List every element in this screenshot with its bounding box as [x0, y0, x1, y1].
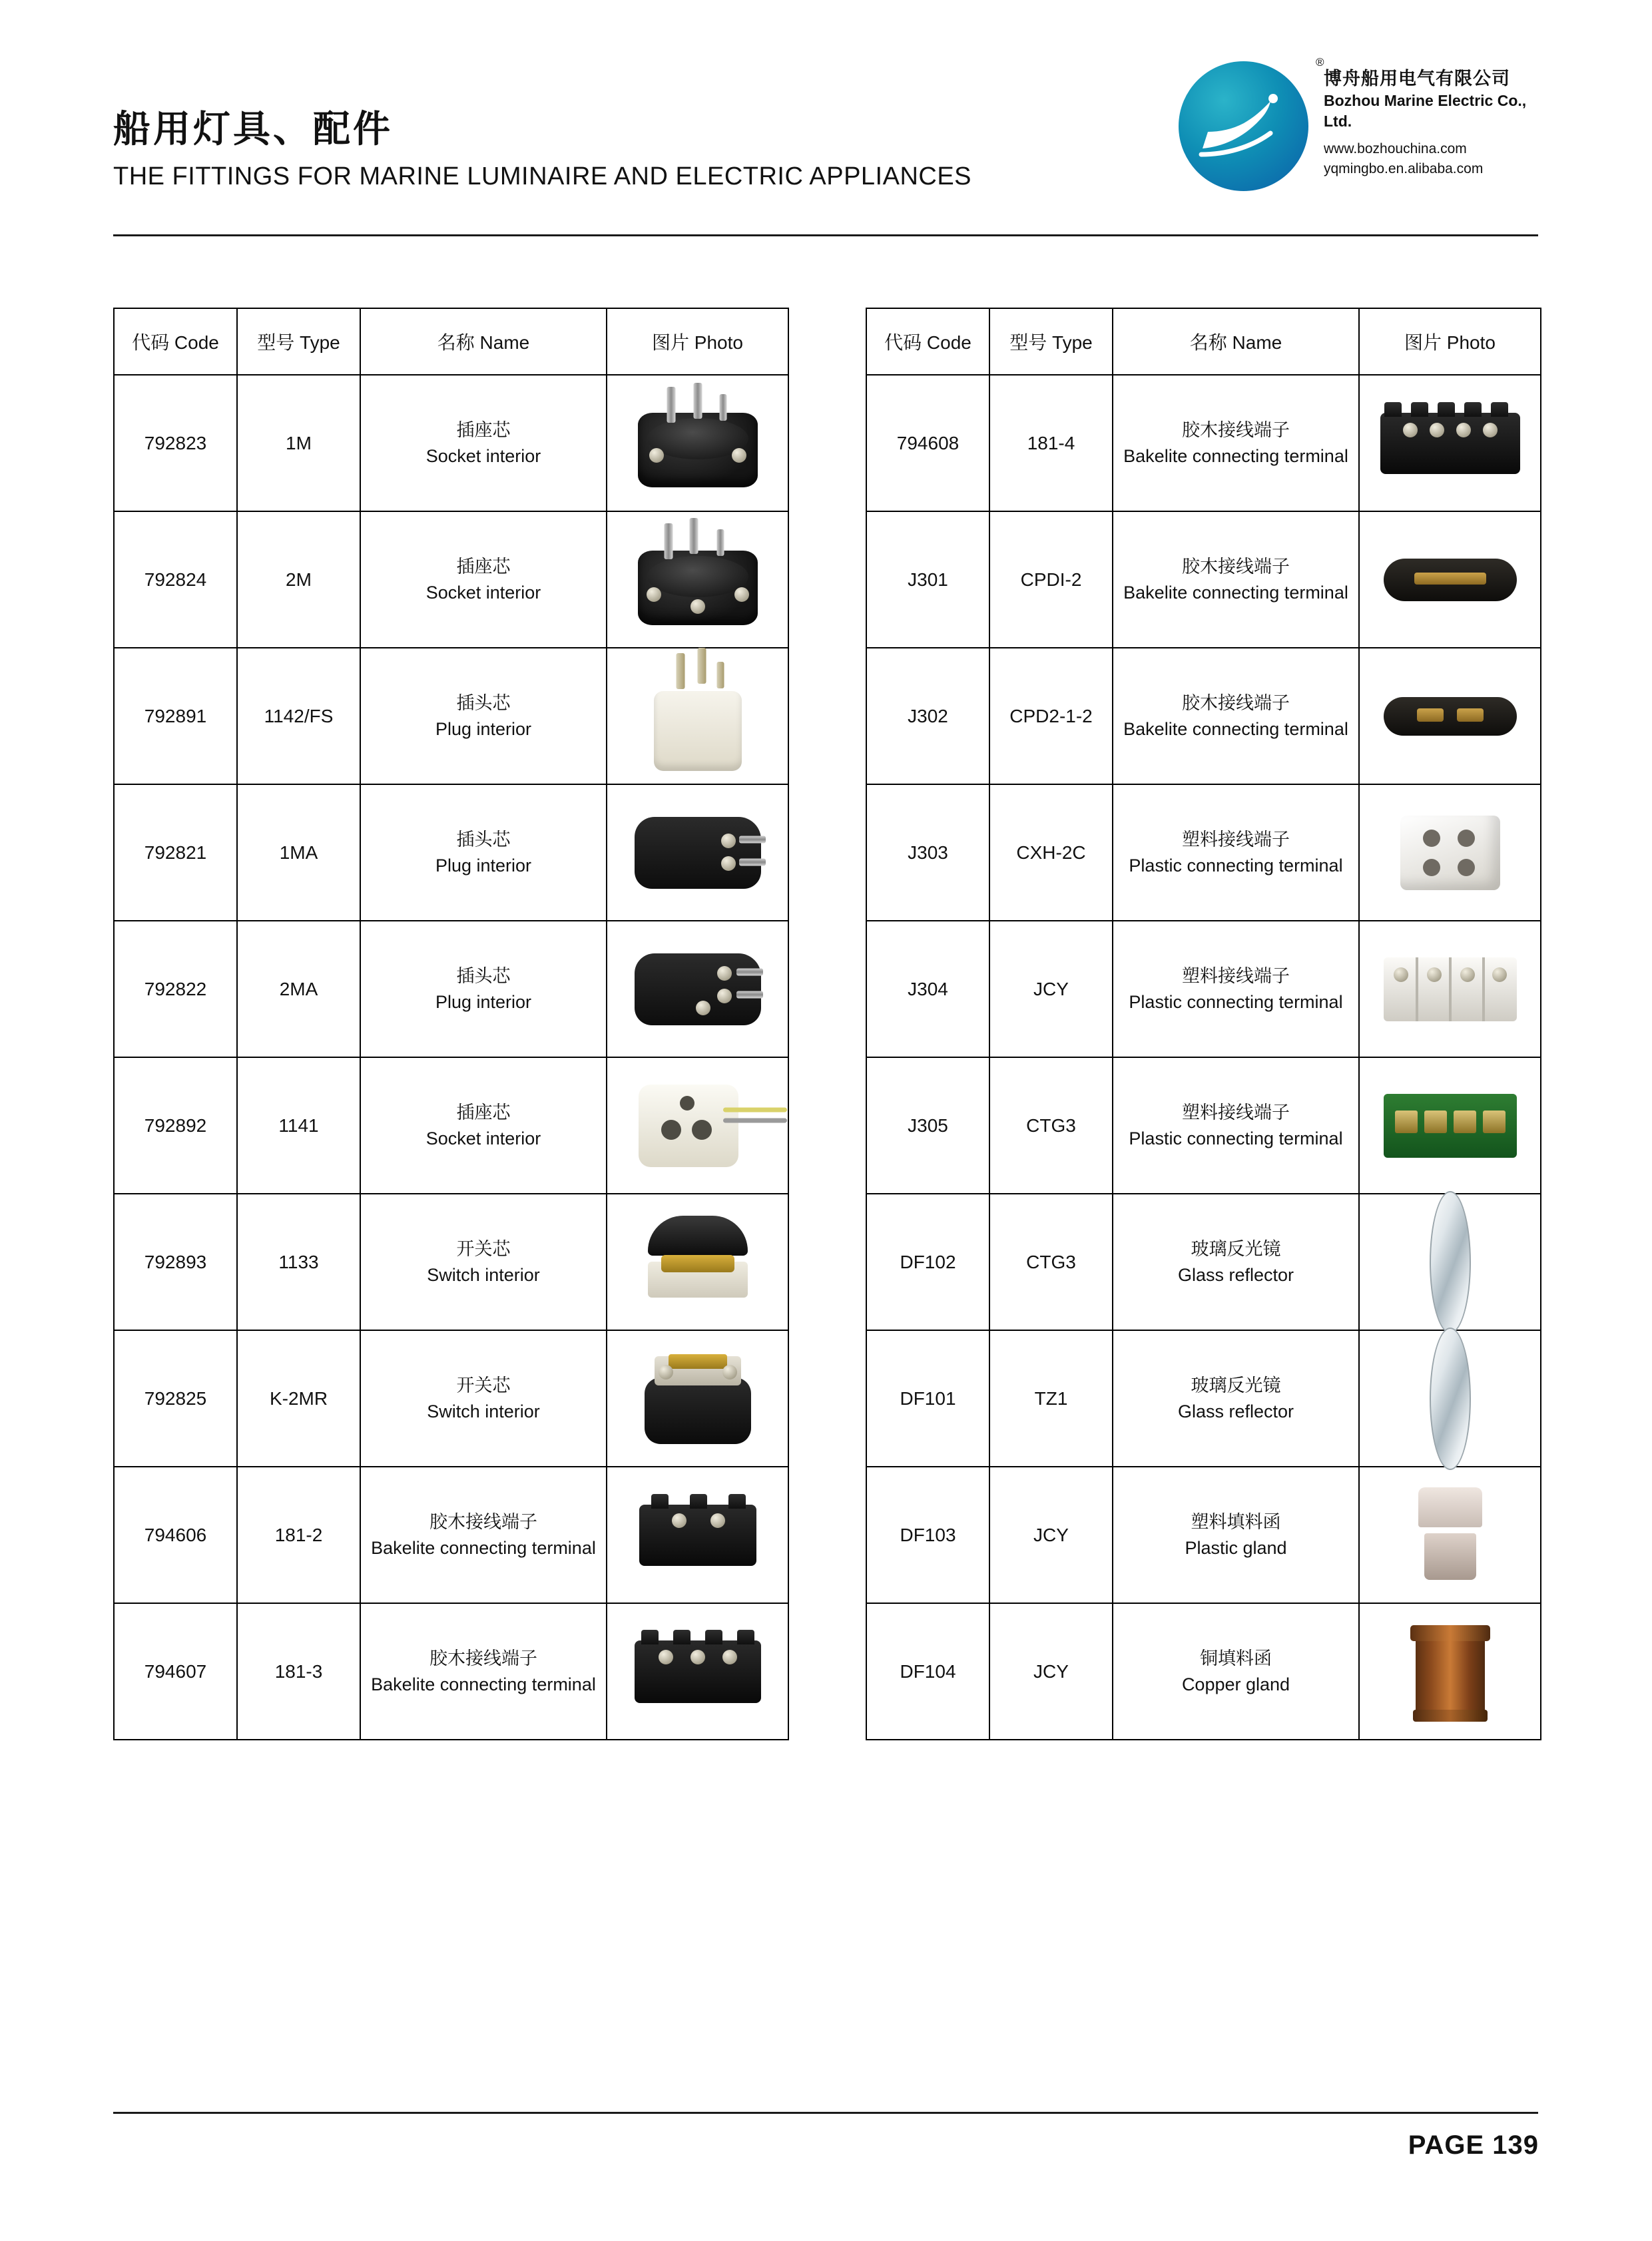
- cell-name: [360, 1194, 607, 1330]
- cell-name: [1113, 1194, 1359, 1330]
- cell-name-en: Bakelite connecting terminal: [1123, 445, 1348, 466]
- table-row: [866, 1194, 1541, 1330]
- cell-name-en: Switch interior: [427, 1401, 540, 1421]
- cell-type: CPDI-2: [989, 511, 1113, 648]
- cell-type: CPD2-1-2: [989, 648, 1113, 784]
- cell-photo: [1359, 1330, 1541, 1467]
- cell-name-cn: 胶木接线端子: [429, 1512, 537, 1533]
- cell-name: [1113, 375, 1359, 511]
- cell-type: 1142/FS: [237, 648, 360, 784]
- cell-code: J305: [866, 1057, 989, 1194]
- cell-photo: [1359, 784, 1541, 921]
- cell-name-en: Socket interior: [425, 582, 541, 603]
- cell-code: J303: [866, 784, 989, 921]
- cell-code: 792825: [114, 1330, 237, 1467]
- cell-type: 1M: [237, 375, 360, 511]
- cell-name-en: Bakelite connecting terminal: [1123, 582, 1348, 603]
- cell-name: [1113, 1330, 1359, 1467]
- table-header-row: [114, 308, 788, 375]
- cell-name-en: Plastic connecting terminal: [1129, 1128, 1343, 1148]
- cell-code: 792824: [114, 511, 237, 648]
- cell-photo: [607, 1603, 788, 1740]
- cell-name: [1113, 648, 1359, 784]
- cell-type: TZ1: [989, 1330, 1113, 1467]
- cell-name-cn: 插座芯: [456, 420, 511, 441]
- page-title: [113, 107, 971, 192]
- table-row: [114, 921, 788, 1057]
- cell-code: DF103: [866, 1467, 989, 1603]
- cell-name-cn: 开关芯: [456, 1375, 511, 1396]
- cell-name-cn: 插头芯: [456, 693, 511, 714]
- cell-photo: [607, 921, 788, 1057]
- cell-name-en: Bakelite connecting terminal: [371, 1537, 596, 1558]
- cell-type: 2MA: [237, 921, 360, 1057]
- cell-type: JCY: [989, 1603, 1113, 1740]
- cell-code: DF104: [866, 1603, 989, 1740]
- cell-name-en: Plastic gland: [1185, 1537, 1287, 1558]
- cell-name-en: Plastic connecting terminal: [1129, 855, 1343, 875]
- cell-type: CTG3: [989, 1194, 1113, 1330]
- table-row: [114, 375, 788, 511]
- cell-name-cn: 塑料接线端子: [1182, 830, 1290, 850]
- cell-name: [1113, 1057, 1359, 1194]
- cell-name-cn: 胶木接线端子: [429, 1648, 537, 1669]
- cell-code: DF101: [866, 1330, 989, 1467]
- page-number: PAGE 139: [1408, 2130, 1539, 2160]
- cell-type: 181-3: [237, 1603, 360, 1740]
- cell-name: [360, 784, 607, 921]
- cell-code: 792823: [114, 375, 237, 511]
- cell-name-en: Bakelite connecting terminal: [1123, 718, 1348, 739]
- cell-code: 792822: [114, 921, 237, 1057]
- catalog-tables: [113, 308, 1541, 1740]
- cell-photo: [1359, 648, 1541, 784]
- logo-text-block: [1324, 67, 1550, 179]
- table-row: [114, 511, 788, 648]
- table-row: [866, 1467, 1541, 1603]
- cell-type: 181-2: [237, 1467, 360, 1603]
- page-header: [0, 0, 1652, 240]
- cell-name: [360, 921, 607, 1057]
- cell-name-cn: 胶木接线端子: [1182, 557, 1290, 577]
- cell-code: 794608: [866, 375, 989, 511]
- cell-photo: [607, 1330, 788, 1467]
- cell-name-en: Plug interior: [435, 718, 532, 739]
- column-header-name: 名称 Name: [360, 308, 607, 375]
- column-header-code: 代码 Code: [866, 308, 989, 375]
- cell-name-cn: 塑料接线端子: [1182, 1103, 1290, 1123]
- cell-photo: [607, 511, 788, 648]
- right-product-table: [866, 308, 1541, 1740]
- cell-photo: [607, 375, 788, 511]
- company-name-en: Bozhou Marine Electric Co., Ltd.: [1324, 92, 1527, 130]
- cell-name-cn: 胶木接线端子: [1182, 693, 1290, 714]
- cell-code: 792891: [114, 648, 237, 784]
- column-header-type: 型号 Type: [237, 308, 360, 375]
- cell-photo: [607, 648, 788, 784]
- company-logo: [1179, 55, 1551, 194]
- cell-photo: [1359, 1194, 1541, 1330]
- cell-name: [360, 1330, 607, 1467]
- cell-name-cn: 铜填料函: [1200, 1648, 1272, 1669]
- table-row: [866, 921, 1541, 1057]
- logo-wave-icon: [1196, 85, 1289, 168]
- cell-code: 792892: [114, 1057, 237, 1194]
- cell-name-en: Plug interior: [435, 855, 532, 875]
- cell-name-cn: 插座芯: [456, 557, 511, 577]
- cell-photo: [607, 1467, 788, 1603]
- cell-type: JCY: [989, 921, 1113, 1057]
- table-row: [866, 784, 1541, 921]
- cell-name: [360, 1603, 607, 1740]
- cell-photo: [1359, 511, 1541, 648]
- cell-type: 181-4: [989, 375, 1113, 511]
- table-row: [114, 1330, 788, 1467]
- cell-photo: [607, 784, 788, 921]
- cell-name-cn: 玻璃反光镜: [1191, 1375, 1281, 1396]
- cell-type: CXH-2C: [989, 784, 1113, 921]
- cell-name: [1113, 921, 1359, 1057]
- table-row: [866, 1603, 1541, 1740]
- cell-name-en: Glass reflector: [1177, 1264, 1294, 1285]
- table-row: [114, 784, 788, 921]
- page-title-en: THE FITTINGS FOR MARINE LUMINAIRE AND ELECTRIC APPLIANCES: [113, 162, 972, 191]
- cell-code: 792821: [114, 784, 237, 921]
- table-row: [114, 1603, 788, 1740]
- cell-name: [360, 648, 607, 784]
- table-row: [114, 1057, 788, 1194]
- cell-name-cn: 玻璃反光镜: [1191, 1239, 1281, 1260]
- cell-code: 792893: [114, 1194, 237, 1330]
- column-header-name: 名称 Name: [1113, 308, 1359, 375]
- cell-type: 2M: [237, 511, 360, 648]
- table-row: [866, 511, 1541, 648]
- cell-photo: [1359, 375, 1541, 511]
- cell-name-cn: 开关芯: [456, 1239, 511, 1260]
- cell-name-en: Switch interior: [427, 1264, 540, 1285]
- cell-name-cn: 胶木接线端子: [1182, 420, 1290, 441]
- cell-type: 1141: [237, 1057, 360, 1194]
- table-row: [866, 375, 1541, 511]
- cell-name-en: Glass reflector: [1177, 1401, 1294, 1421]
- table-row: [114, 1194, 788, 1330]
- cell-code: J301: [866, 511, 989, 648]
- cell-type: CTG3: [989, 1057, 1113, 1194]
- cell-name-en: Plug interior: [435, 991, 532, 1012]
- cell-name-cn: 插头芯: [456, 966, 511, 987]
- cell-name: [1113, 1603, 1359, 1740]
- company-name-cn: 博舟船用电气有限公司: [1324, 69, 1510, 89]
- cell-name: [360, 1467, 607, 1603]
- cell-name-cn: 塑料填料函: [1191, 1512, 1281, 1533]
- cell-name-en: Plastic connecting terminal: [1129, 991, 1343, 1012]
- cell-name-en: Socket interior: [425, 1128, 541, 1148]
- cell-name-cn: 插座芯: [456, 1103, 511, 1123]
- cell-type: JCY: [989, 1467, 1113, 1603]
- column-header-code: 代码 Code: [114, 308, 237, 375]
- cell-name-en: Copper gland: [1181, 1674, 1290, 1694]
- column-header-photo: 图片 Photo: [607, 308, 788, 375]
- cell-type: 1MA: [237, 784, 360, 921]
- cell-code: 794606: [114, 1467, 237, 1603]
- cell-name-cn: 插头芯: [456, 830, 511, 850]
- cell-type: K-2MR: [237, 1330, 360, 1467]
- cell-name-cn: 塑料接线端子: [1182, 966, 1290, 987]
- logo-icon: [1179, 61, 1308, 191]
- cell-name: [1113, 784, 1359, 921]
- cell-code: DF102: [866, 1194, 989, 1330]
- cell-name: [1113, 511, 1359, 648]
- cell-code: J302: [866, 648, 989, 784]
- table-header-row: [866, 308, 1541, 375]
- header-divider: [113, 234, 1538, 236]
- table-row: [866, 1057, 1541, 1194]
- cell-photo: [607, 1057, 788, 1194]
- cell-name: [1113, 1467, 1359, 1603]
- cell-name-en: Socket interior: [425, 445, 541, 466]
- cell-photo: [1359, 1467, 1541, 1603]
- left-product-table: [113, 308, 789, 1740]
- cell-photo: [607, 1194, 788, 1330]
- cell-code: 794607: [114, 1603, 237, 1740]
- cell-photo: [1359, 1057, 1541, 1194]
- column-header-photo: 图片 Photo: [1359, 308, 1541, 375]
- footer-divider: [113, 2112, 1538, 2114]
- cell-code: J304: [866, 921, 989, 1057]
- page-title-cn: 船用灯具、配件: [113, 108, 393, 150]
- company-website[interactable]: www.bozhouchina.com: [1324, 140, 1467, 156]
- table-row: [866, 1330, 1541, 1467]
- column-header-type: 型号 Type: [989, 308, 1113, 375]
- table-row: [114, 1467, 788, 1603]
- table-row: [114, 648, 788, 784]
- cell-photo: [1359, 1603, 1541, 1740]
- company-alibaba-url[interactable]: yqmingbo.en.alibaba.com: [1324, 160, 1484, 176]
- cell-name: [360, 511, 607, 648]
- registered-mark: ®: [1316, 56, 1324, 69]
- cell-type: 1133: [237, 1194, 360, 1330]
- cell-name-en: Bakelite connecting terminal: [371, 1674, 596, 1694]
- cell-name: [360, 1057, 607, 1194]
- table-row: [866, 648, 1541, 784]
- cell-name: [360, 375, 607, 511]
- cell-photo: [1359, 921, 1541, 1057]
